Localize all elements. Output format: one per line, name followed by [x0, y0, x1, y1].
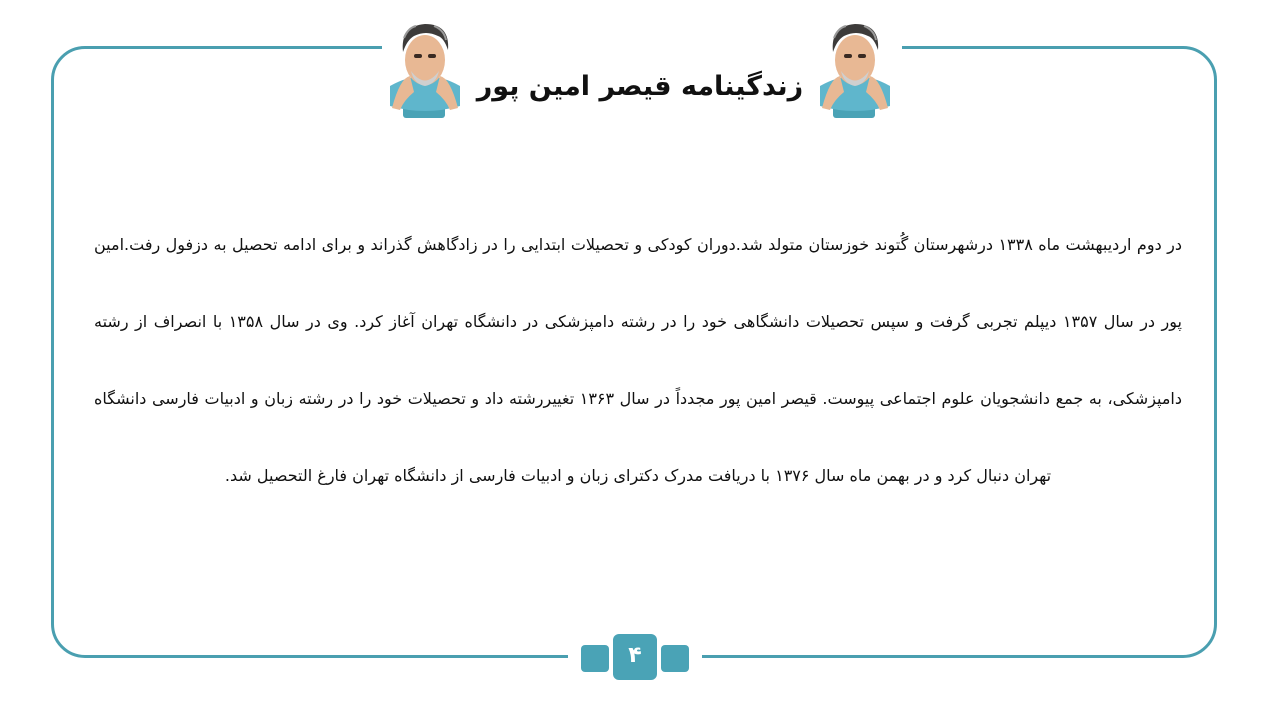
- caricature-portrait-icon: [816, 16, 894, 120]
- biography-paragraph: در دوم اردیبهشت ماه ۱۳۳۸ درشهرستان گُتوند خوزستان متولد شد.دوران کودکی و تحصیلات ابتدایی را در زادگاهش گذراند و برای ادامه تحصیل به دزفول رفت.امین پور در سال ۱۳۵۷ دیپلم تجربی گرفت و سپس تحصیلات دانشگاهی خود را در رشته دامپزشکی در دانشگاه تهران آغاز کرد. وی در سال ۱۳۵۸ با انصراف از رشته دامپزشکی، به جمع دانشجویان علوم اجتماعی پیوست. قیصر امین پور مجدداً در سال ۱۳۶۳ تغییررشته داد و تحصیلات خود را در رشته زبان و ادبیات فارسی دانشگاه تهران دنبال کرد و در بهمن ماه سال ۱۳۷۶ با دریافت مدرک دکترای زبان و ادبیات فارسی از دانشگاه تهران فارغ التحصیل شد.: [94, 235, 1183, 485]
- page-number: ۴: [613, 634, 657, 680]
- caricature-portrait-icon: [386, 16, 464, 120]
- pager-decoration-left: [581, 645, 609, 672]
- slide-title: زندگینامه قیصر امین پور: [476, 71, 804, 102]
- pager-decoration-right: [661, 645, 689, 672]
